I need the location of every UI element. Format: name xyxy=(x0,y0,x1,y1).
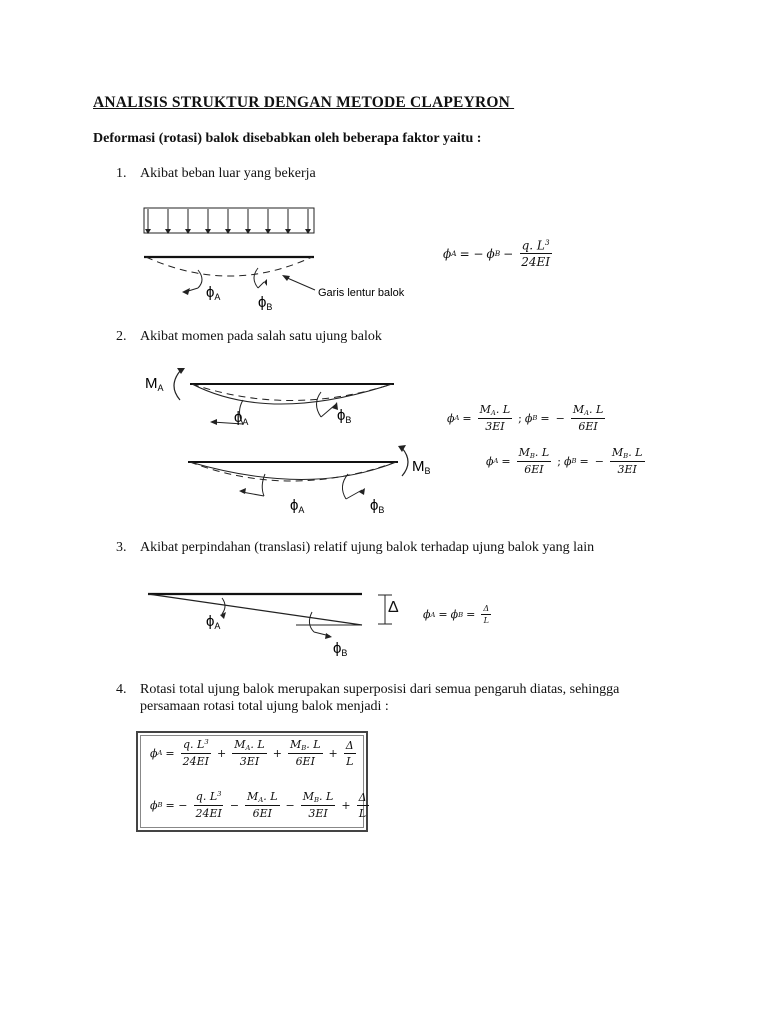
beam-top-curve-solid xyxy=(192,384,392,404)
figure-translation xyxy=(140,582,405,660)
equation-total-phi-b: ϕ B = − $\frac{q. L^3}{24EI}$ − $\frac{M_A. L}{6EI}$ − $\frac{M_B. L}{3EI}$ + $\frac{\Delta}{L}$ xyxy=(150,790,367,821)
phi-b-top: $\phi_B$ xyxy=(337,407,352,425)
item-text: Rotasi total ujung balok merupakan superposisi dari semua pengaruh diatas, sehingga xyxy=(140,682,620,697)
moment-a-label: $M_A$ xyxy=(145,375,164,393)
phi-b-bottom: $\phi_B$ xyxy=(370,497,385,515)
deflection-curve xyxy=(146,257,312,276)
item-text: Akibat perpindahan (translasi) relatif ujung balok terhadap ujung balok yang lain xyxy=(140,540,595,555)
section-subtitle: Deformasi (rotasi) balok disebabkan oleh beberapa faktor yaitu : xyxy=(93,131,482,146)
beam-top-curve-dashed xyxy=(192,384,392,401)
figure-end-moments xyxy=(140,362,440,520)
item-text-continued: persamaan rotasi total ujung balok menjadi : xyxy=(140,699,389,714)
phi-a-label: $\phi_A$ xyxy=(206,613,221,631)
equation-moment-a: ϕ A = $\frac{M_A. L}{3EI}$ ; ϕ B = − $\frac{M_A. L}{6EI}$ xyxy=(447,403,604,434)
moment-arrow-a xyxy=(174,371,180,400)
phi-a-top: $\phi_A$ xyxy=(234,409,249,427)
figure-distributed-load xyxy=(140,200,425,318)
item-number: 3. xyxy=(116,540,127,555)
item-text: Akibat momen pada salah satu ujung balok xyxy=(140,329,382,344)
beam-translated xyxy=(148,594,362,625)
beam-bottom-curve-solid xyxy=(190,462,396,480)
equation-translation: ϕ A = ϕ B = $\frac{\Delta}{L}$ xyxy=(423,604,490,625)
delta-label: Δ xyxy=(388,599,399,616)
load-arrows xyxy=(148,209,308,231)
beam-bottom-curve-dashed xyxy=(190,462,396,481)
moment-b-label: $M_B$ xyxy=(412,458,431,476)
phi-b-label: $\phi_B$ xyxy=(333,640,348,658)
phi-a-bottom: $\phi_A$ xyxy=(290,497,305,515)
item-number: 4. xyxy=(116,682,127,697)
phi-b-label: $\phi_B$ xyxy=(258,294,273,312)
item-number: 1. xyxy=(116,166,127,181)
equation-moment-b: ϕ A = $\frac{M_B. L}{6EI}$ ; ϕ B = − $\frac{M_B. L}{3EI}$ xyxy=(486,446,643,477)
item-text: Akibat beban luar yang bekerja xyxy=(140,166,316,181)
equation-total-phi-a: ϕ A = $\frac{q. L^3}{24EI}$ + $\frac{M_A. L}{3EI}$ + $\frac{M_B. L}{6EI}$ + $\frac{\Delta}{L}$ xyxy=(150,738,354,769)
phi-a-label: $\phi_A$ xyxy=(206,284,221,302)
equation-external-load: ϕ A = − ϕ B − $\frac{q. L^3}{24EI}$ xyxy=(443,238,550,270)
page-title: ANALISIS STRUKTUR DENGAN METODE CLAPEYRON xyxy=(93,94,515,111)
figure-caption: Garis lentur balok xyxy=(318,287,405,299)
item-number: 2. xyxy=(116,329,127,344)
moment-arrow-b xyxy=(402,448,408,476)
